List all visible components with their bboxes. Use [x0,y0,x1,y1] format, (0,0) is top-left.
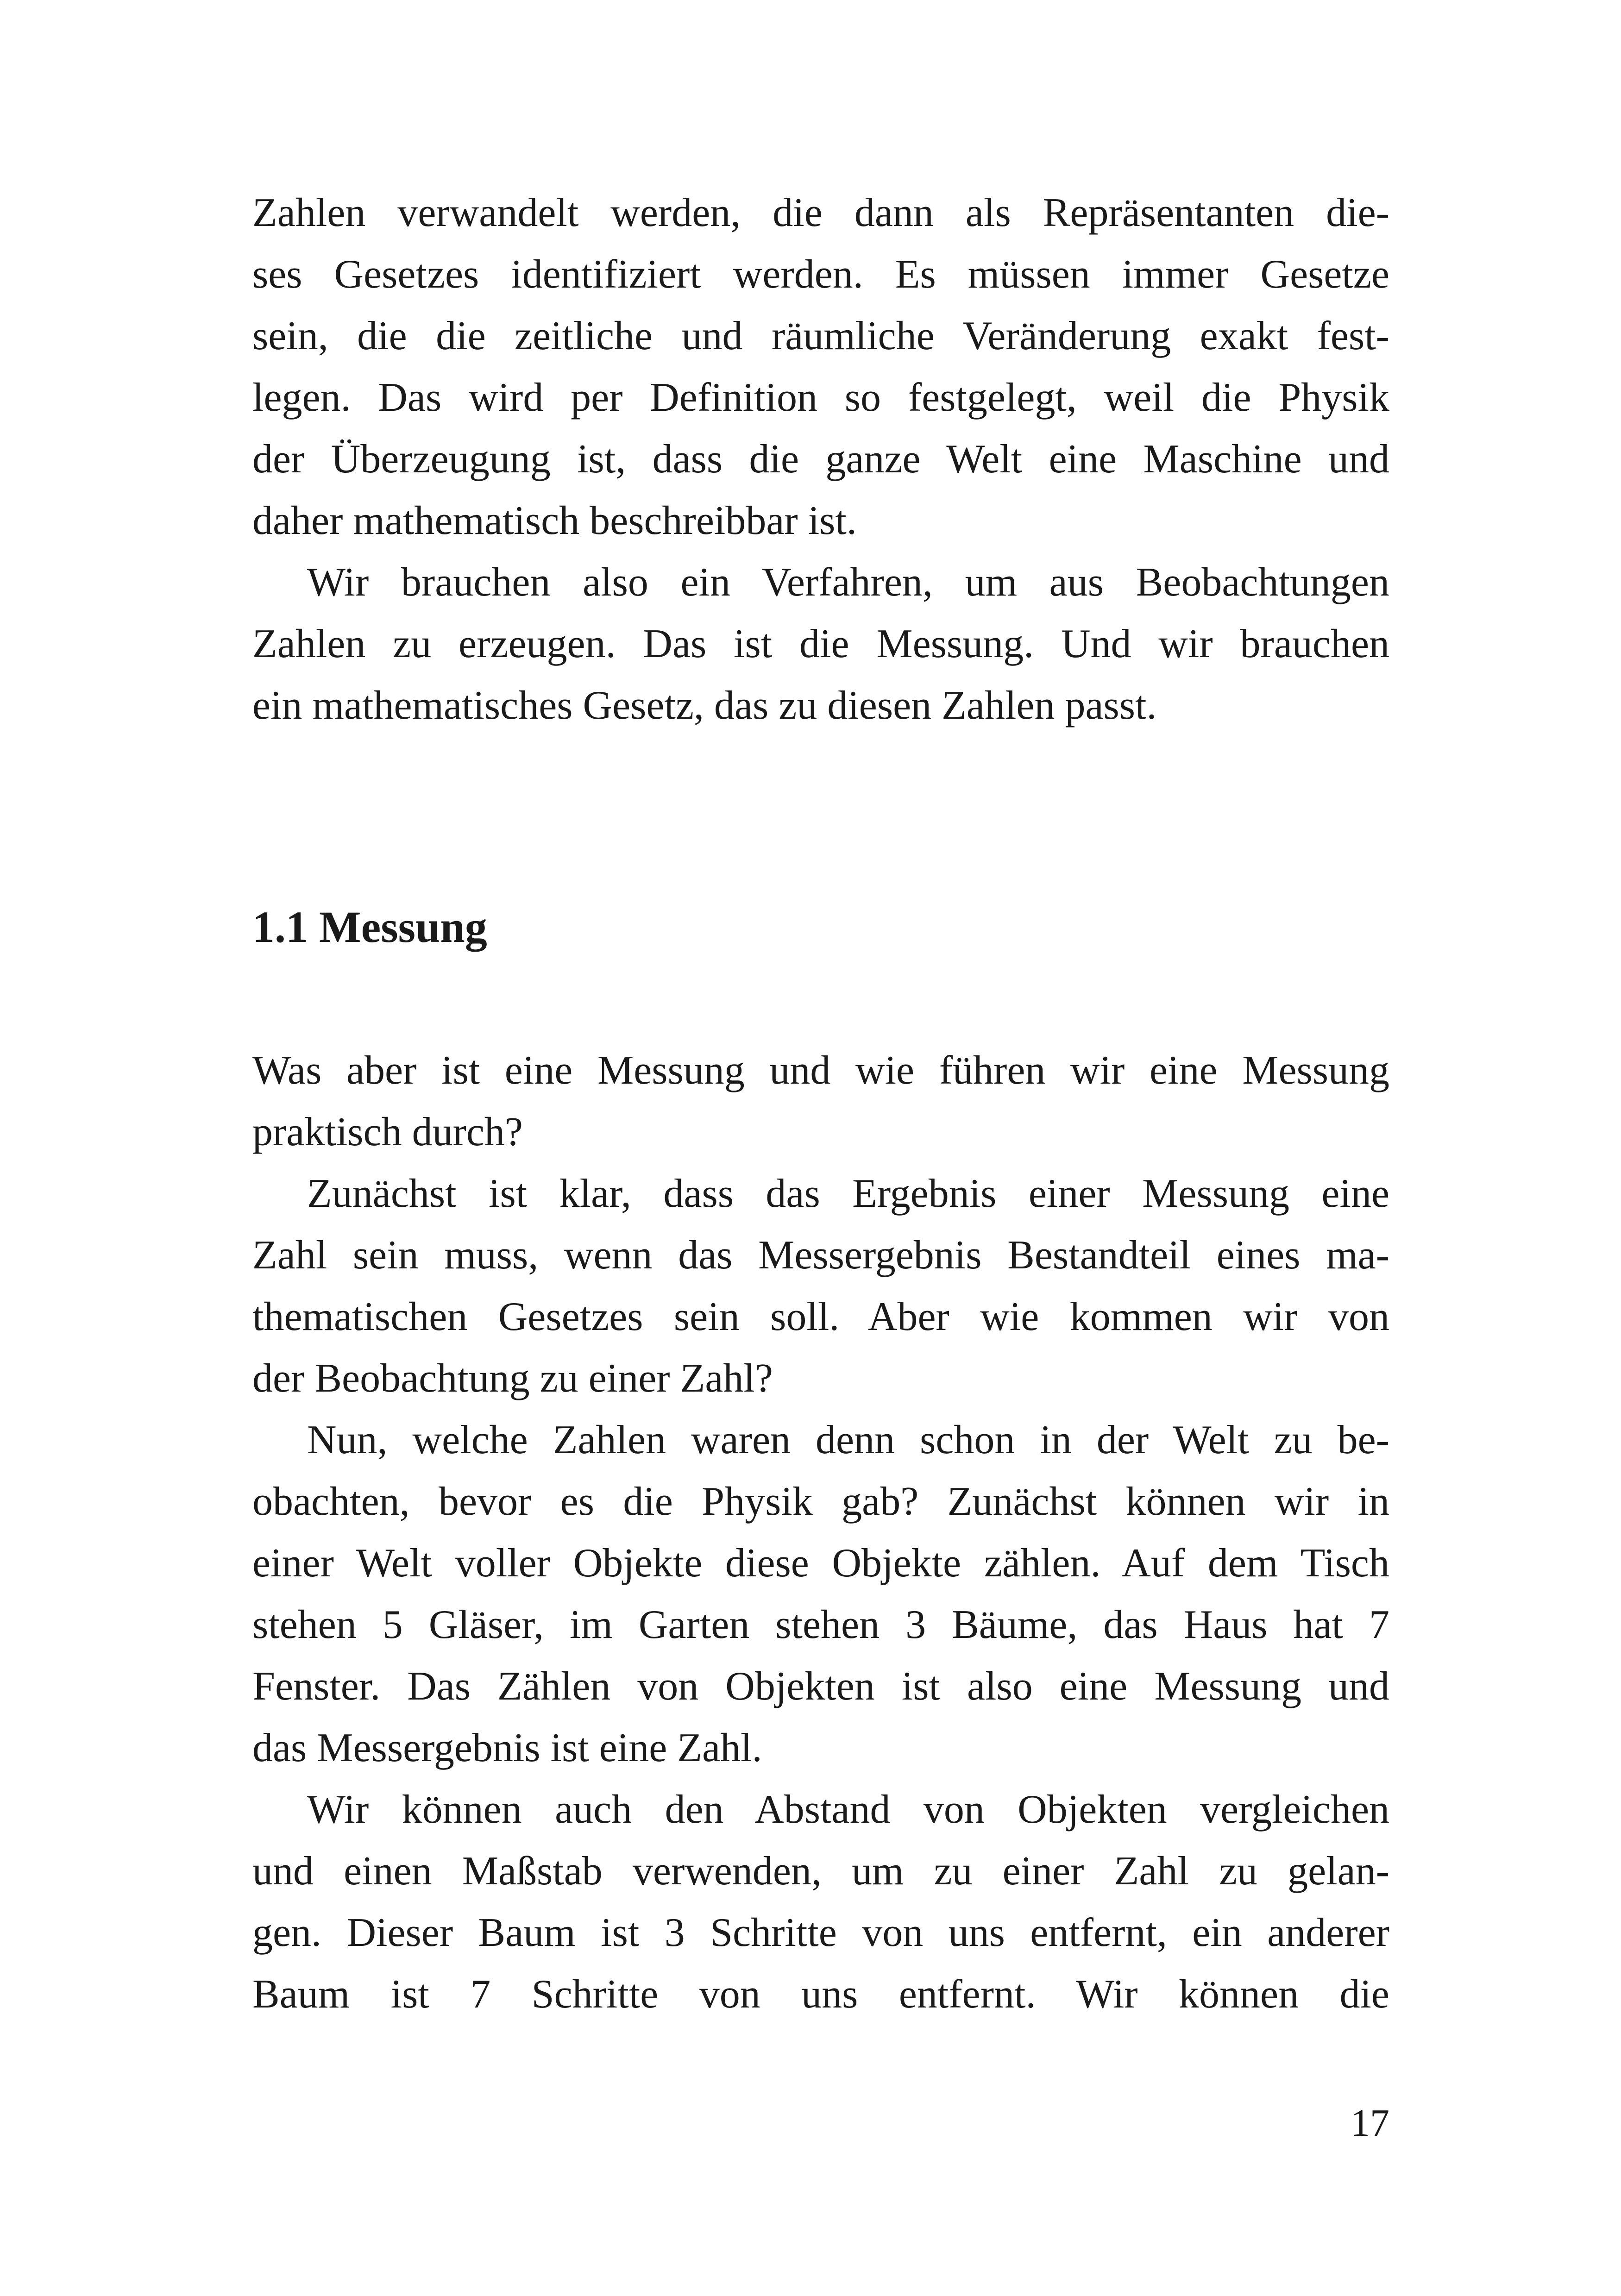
text-line: Wir können auch den Abstand von Objekten vergleichen [307,1787,1389,1832]
text-line: Zunächst ist klar, dass das Ergebnis einer Messung eine [307,1171,1389,1216]
text-line: der Überzeugung ist, dass die ganze Welt eine Maschine und [252,437,1389,482]
text-line: Zahlen verwandelt werden, die dann als Repräsentanten die- [252,190,1389,235]
text-line: Baum ist 7 Schritte von uns entfernt. Wir können die [252,1972,1389,2017]
page-number: 17 [1351,2102,1389,2145]
text-line: Was aber ist eine Messung und wie führen wir eine Messung [252,1048,1389,1093]
text-line: Nun, welche Zahlen waren denn schon in der Welt zu be- [307,1418,1389,1462]
text-line: thematischen Gesetzes sein soll. Aber wie kommen wir von [252,1294,1389,1339]
text-line: und einen Maßstab verwenden, um zu einer Zahl zu gelan- [252,1849,1389,1894]
text-line: stehen 5 Gläser, im Garten stehen 3 Bäume, das Haus hat 7 [252,1602,1389,1647]
text-line: Wir brauchen also ein Verfahren, um aus Beobachtungen [307,560,1389,605]
text-line: obachten, bevor es die Physik gab? Zunächst können wir in [252,1479,1389,1524]
text-line: Zahl sein muss, wenn das Messergebnis Bestandteil eines ma- [252,1233,1389,1278]
text-line: Fenster. Das Zählen von Objekten ist also eine Messung und [252,1664,1389,1709]
text-line: daher mathematisch beschreibbar ist. [252,498,857,543]
text-line: gen. Dieser Baum ist 3 Schritte von uns entfernt, ein anderer [252,1910,1389,1955]
text-line: ein mathematisches Gesetz, das zu diesen Zahlen passt. [252,683,1157,728]
text-line: der Beobachtung zu einer Zahl? [252,1356,773,1401]
text-line: legen. Das wird per Definition so festgelegt, weil die Physik [252,375,1389,420]
text-block-top [252,182,1389,736]
text-line: Zahlen zu erzeugen. Das ist die Messung. Und wir brauchen [252,621,1389,666]
text-line: ses Gesetzes identifiziert werden. Es müssen immer Gesetze [252,252,1389,297]
text-line: einer Welt voller Objekte diese Objekte zählen. Auf dem Tisch [252,1541,1389,1586]
text-line: das Messergebnis ist eine Zahl. [252,1725,762,1770]
section-heading: 1.1 Messung [252,902,487,952]
text-block-bottom [252,1040,1389,2025]
text-line: sein, die die zeitliche und räumliche Veränderung exakt fest- [252,314,1389,358]
text-line: praktisch durch? [252,1110,523,1154]
